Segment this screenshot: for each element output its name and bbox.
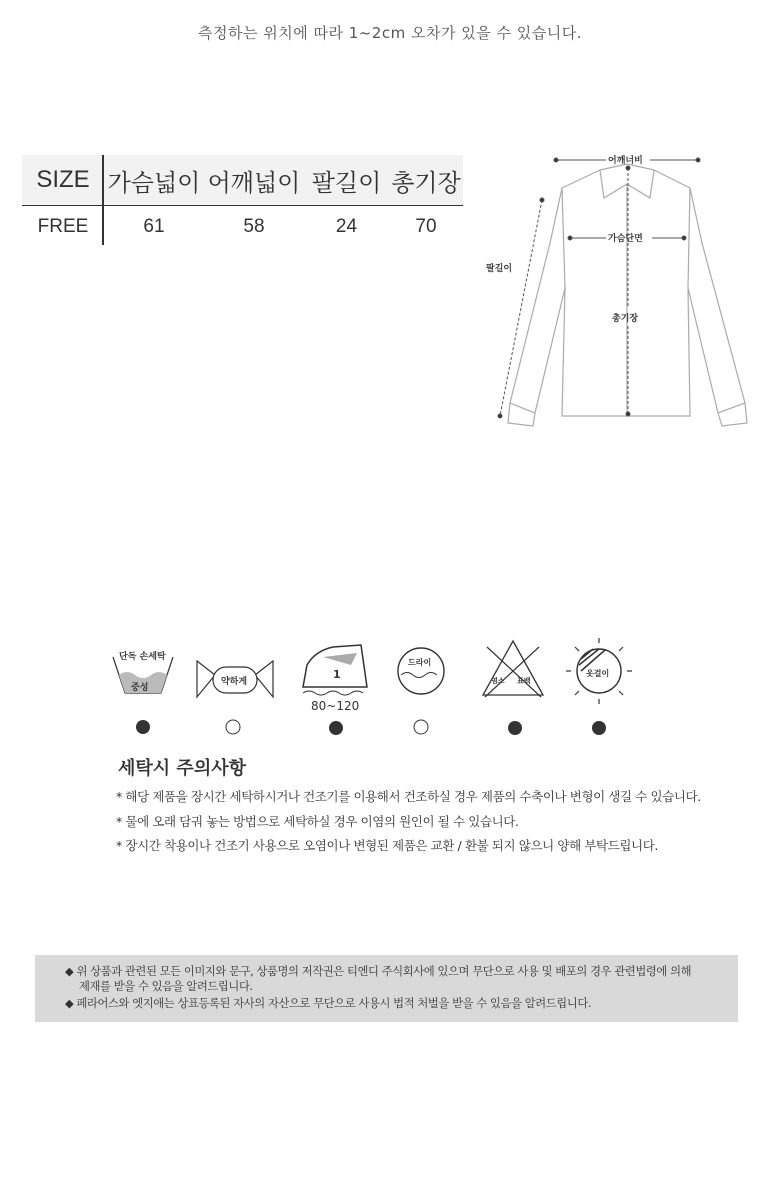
hand-wash-inner-label: 중성	[131, 683, 149, 693]
diagram-label-shoulder: 어깨너비	[608, 156, 643, 166]
care-note-3: * 장시간 착용이나 건조기 사용으로 오염이나 변형된 제품은 교환 / 환불 되지 않으니 양해 부탁드립니다.	[116, 838, 658, 853]
cell-size: FREE	[37, 216, 89, 237]
diagram-label-sleeve: 팔길이	[486, 264, 513, 274]
copyright-notice	[35, 955, 738, 1022]
header-shoulder: 어깨넓이	[207, 169, 301, 197]
care-icons-row	[105, 635, 645, 745]
no-bleach-label-right: 표백	[517, 677, 531, 685]
cell-shoulder: 58	[243, 216, 265, 237]
copyright-line-2: ◆ 페라어스와 엣지애는 상표등록된 자사의 자산으로 무단으로 사용시 법적 처벌을 받을 수 있음을 알려드립니다.	[65, 997, 592, 1010]
no-bleach-label-left: 염소	[491, 677, 505, 685]
shirt-measurement-diagram	[486, 148, 760, 433]
header-length: 총기장	[391, 169, 461, 197]
hand-wash-top-label: 단독 손세탁	[119, 652, 166, 662]
care-notes	[116, 787, 756, 861]
measure-note: 측정하는 위치에 따라 1~2cm 오차가 있을 수 있습니다.	[198, 24, 582, 42]
wring-gently-icon	[197, 661, 273, 734]
hand-wash-icon	[113, 650, 173, 734]
diagram-label-chest: 가슴단면	[608, 234, 643, 244]
copyright-line-1b: 제재를 받을 수 있음을 알려드립니다.	[79, 980, 253, 993]
care-note-1: * 해당 제품을 장시간 세탁하시거나 건조기를 이용해서 건조하실 경우 제품의 수축이나 변형이 생길 수 있습니다.	[116, 789, 701, 804]
size-table	[22, 155, 463, 248]
iron-bottom-label: 80~120	[311, 699, 360, 713]
care-note-2: * 물에 오래 담궈 놓는 방법으로 세탁하실 경우 이염의 원인이 될 수 있습니다.	[116, 813, 519, 829]
header-chest: 가슴넓이	[107, 169, 201, 197]
no-bleach-icon	[483, 641, 543, 735]
cell-length: 70	[415, 216, 437, 237]
table-divider	[102, 155, 104, 245]
copyright-line-1: ◆ 위 상품과 관련된 모든 이미지와 문구, 상품명의 저작권은 티엔디 주식회사에 있으며 무단으로 사용 및 배포의 경우 관련법령에 의해	[65, 965, 692, 978]
cell-sleeve: 24	[335, 216, 358, 237]
table-row	[22, 206, 463, 248]
care-title: 세탁시 주의사항	[118, 758, 246, 779]
header-size: SIZE	[36, 166, 90, 193]
header-sleeve: 팔길이	[311, 169, 382, 197]
shirt-icon	[486, 148, 760, 433]
cell-chest: 61	[143, 216, 165, 237]
cropped-heading	[310, 0, 470, 6]
iron-icon	[303, 645, 367, 735]
dry-clean-icon	[398, 648, 444, 734]
size-table-header	[22, 155, 463, 206]
dry-clean-inner-label: 드라이	[408, 658, 432, 667]
wring-inner-label: 약하게	[221, 677, 248, 687]
diagram-label-length: 총기장	[612, 314, 639, 324]
shade-dry-icon	[566, 638, 632, 735]
shade-dry-inner-label: 옷걸이	[586, 669, 610, 678]
iron-inner-label: 1	[333, 668, 341, 681]
